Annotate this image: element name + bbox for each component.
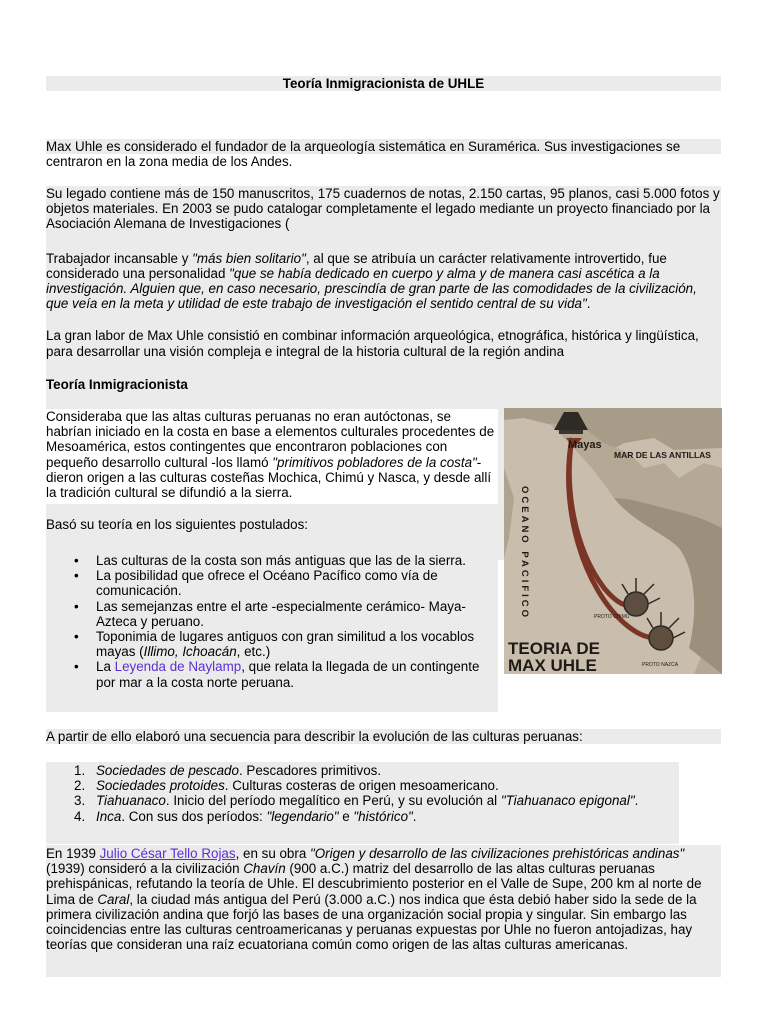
map-label-mayas: Mayas — [568, 439, 602, 451]
map-label-nazca: PROTO NAZCA — [642, 662, 679, 668]
list-item: • Las semejanzas entre el arte -especialmente cerámico- Maya-Azteca y peruano. — [96, 599, 498, 629]
map-illustration — [504, 408, 722, 674]
sequence-list — [46, 762, 679, 844]
list-item: 3. Tiahuanaco. Inicio del período megalítico en Perú, y su evolución al "Tiahuanaco epigonal". — [74, 793, 639, 809]
legacy-paragraph: Su legado contiene más de 150 manuscritos, 175 cuadernos de notas, 2.150 cartas, 95 planos, casi 5.000 fotos y objetos materiales. En 2003 se pudo catalogar completamente el legado mediante un proyecto financiado por la Asociación Alemana de Investigaciones ( — [46, 186, 720, 232]
list-item: 1. Sociedades de pescado. Pescadores primitivos. — [74, 763, 382, 778]
map-title-line-1: TEORIA DE — [508, 639, 600, 658]
list-item: • Toponimia de lugares antiguos con gran similitud a los vocablos mayas (Illimo, Ichoacán, etc.) — [96, 629, 498, 659]
tello-link[interactable]: Julio César Tello Rojas — [99, 846, 236, 861]
naylamp-link[interactable]: Leyenda de Naylamp — [114, 659, 242, 675]
list-item: • Las culturas de la costa son más antiguas que las de la sierra. — [96, 553, 498, 568]
intro-paragraph: Max Uhle es considerado el fundador de la arqueología sistemática en Suramérica. Sus investigaciones se centraron en la zona media de los Andes. — [46, 139, 721, 169]
map-label-mar: MAR DE LAS ANTILLAS — [614, 450, 711, 460]
section-heading: Teoría Inmigracionista — [46, 376, 188, 392]
theory-paragraph: Consideraba que las altas culturas peruanas no eran autóctonas, se habrían iniciado en la costa en base a elementos culturales procedentes de Mesoamérica, estos contingentes que encontraron poblaciones con pequeño desarrollo cultural -los llamó "primitivos pobladores de la costa"- dieron origen a las culturas costeñas Mochica, Chimú y Nasca, y desde allí la tradición cultural se difundió a la sierra. — [46, 409, 498, 504]
postulates-intro: Basó su teoría en los siguientes postulados: — [46, 504, 498, 532]
work-paragraph: La gran labor de Max Uhle consistió en combinar información arqueológica, etnográfica, histórica y lingüística, para desarrollar una visión compleja e integral de la historia cultural de la región andina — [46, 328, 699, 359]
list-item: • La Leyenda de Naylamp, que relata la llegada de un contingente por mar a la costa norte peruana. — [96, 659, 498, 689]
map-label-chimu: PROTO CHIMU — [594, 614, 630, 620]
map-label-oceano: OCEANO PACIFICO — [519, 486, 530, 621]
list-item: • La posibilidad que ofrece el Océano Pacífico como vía de comunicación. — [96, 568, 498, 598]
tello-paragraph: En 1939 Julio César Tello Rojas, en su obra "Origen y desarrollo de las civilizaciones prehistóricas andinas" (1939) consideró a la civilización Chavín (900 a.C.) matriz del desarrollo de las altas culturas peruanas prehispánicas, refutando la teoría de Uhle. El descubrimiento posterior en el Valle de Supe, 200 km al norte de Lima de Caral, la ciudad más antigua del Perú (3.000 a.C.) nos indica que ésta debió haber sido la sede de la primera civilización andina que forjó las bases de una organización social propia y singular. Sin embargo las coincidencias entre las culturas centroamericanas y peruanas expuestas por Uhle no fueron antojadizas, hay teorías que consideran una raíz ecuatoriana común como origen de las altas culturas americanas. — [46, 845, 721, 977]
page-title: Teoría Inmigracionista de UHLE — [46, 76, 721, 91]
postulates-list — [46, 550, 498, 712]
map-title-line-2: MAX UHLE — [508, 656, 597, 674]
sequence-intro: A partir de ello elaboró una secuencia para describir la evolución de las culturas peruanas: — [46, 729, 721, 744]
list-item: 2. Sociedades protoides. Culturas costeras de origen mesoamericano. — [74, 778, 499, 794]
max-uhle-theory-map — [504, 408, 722, 674]
list-item: 4. Inca. Con sus dos períodos: "legendario" e "histórico". — [74, 808, 417, 824]
personality-paragraph: Trabajador incansable y "más bien solitario", al que se atribuía un carácter relativamente introvertido, fue considerado una personalidad "que se había dedicado en cuerpo y alma y de manera casi ascética a la investigación. Alguien que, en caso necesario, prescindía de gran parte de las comodidades de la civilización, que veía en la meta y utilidad de este trabajo de investigación el sentido central de su vida". — [46, 250, 697, 312]
